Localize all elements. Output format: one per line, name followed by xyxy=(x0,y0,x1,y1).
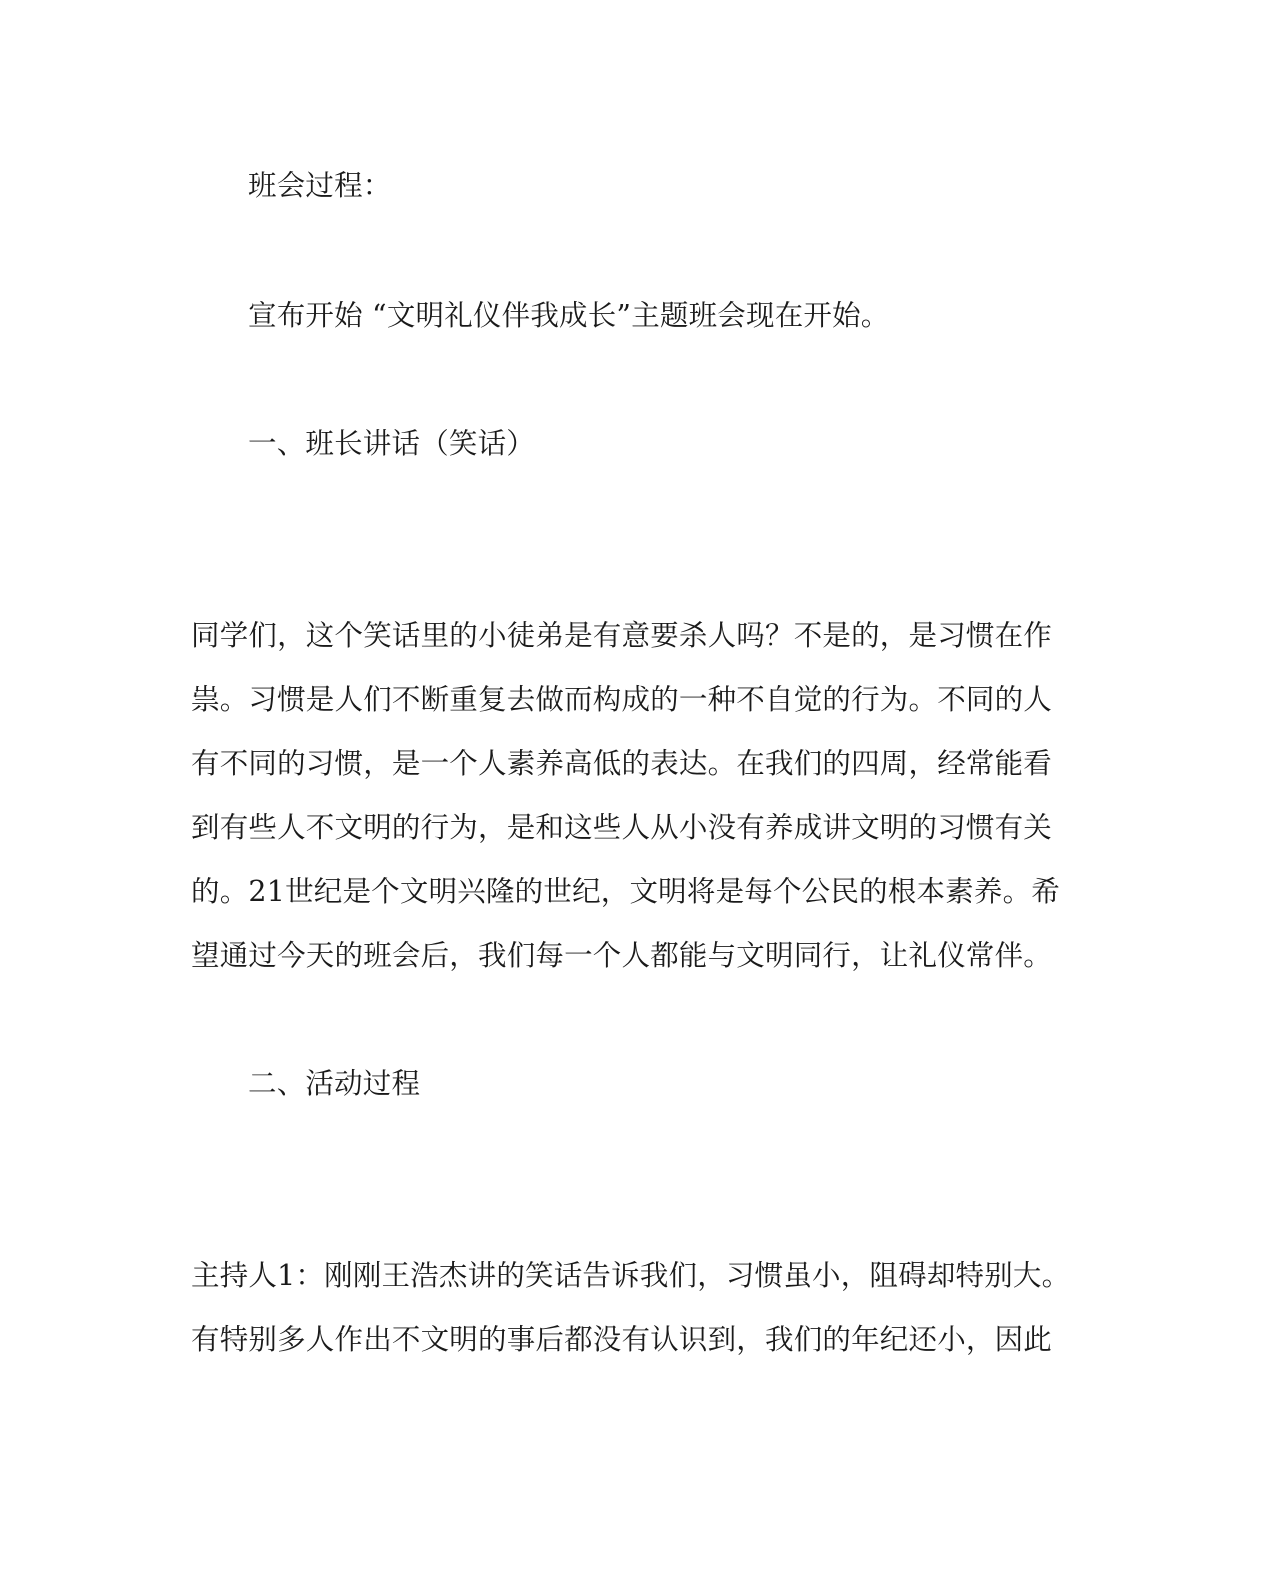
opening-announcement: 宣布开始 “文明礼仪伴我成长”主题班会现在开始。 xyxy=(248,299,890,332)
section-heading-meeting-process: 班会过程： xyxy=(248,169,392,202)
paragraph-line: 到有些人不文明的行为，是和这些人从小没有养成讲文明的习惯有关 xyxy=(191,811,1053,844)
paragraph-line: 有特别多人作出不文明的事后都没有认识到，我们的年纪还小，因此 xyxy=(191,1323,1053,1356)
paragraph-line: 望通过今天的班会后，我们每一个人都能与文明同行，让礼仪常伴。 xyxy=(191,939,1053,972)
section-heading-monitor-speech: 一、班长讲话（笑话） xyxy=(248,427,536,460)
paragraph-line: 同学们，这个笑话里的小徒弟是有意要杀人吗？不是的，是习惯在作 xyxy=(191,619,1053,652)
paragraph-line: 主持人1：刚刚王浩杰讲的笑话告诉我们，习惯虽小，阻碍却特别大。 xyxy=(191,1259,1071,1292)
section-heading-activity-process: 二、活动过程 xyxy=(248,1067,421,1100)
paragraph-line: 有不同的习惯，是一个人素养高低的表达。在我们的四周，经常能看 xyxy=(191,747,1053,780)
paragraph-line: 的。21世纪是个文明兴隆的世纪，文明将是每个公民的根本素养。希 xyxy=(191,875,1060,908)
paragraph-line: 祟。习惯是人们不断重复去做而构成的一种不自觉的行为。不同的人 xyxy=(191,683,1053,716)
